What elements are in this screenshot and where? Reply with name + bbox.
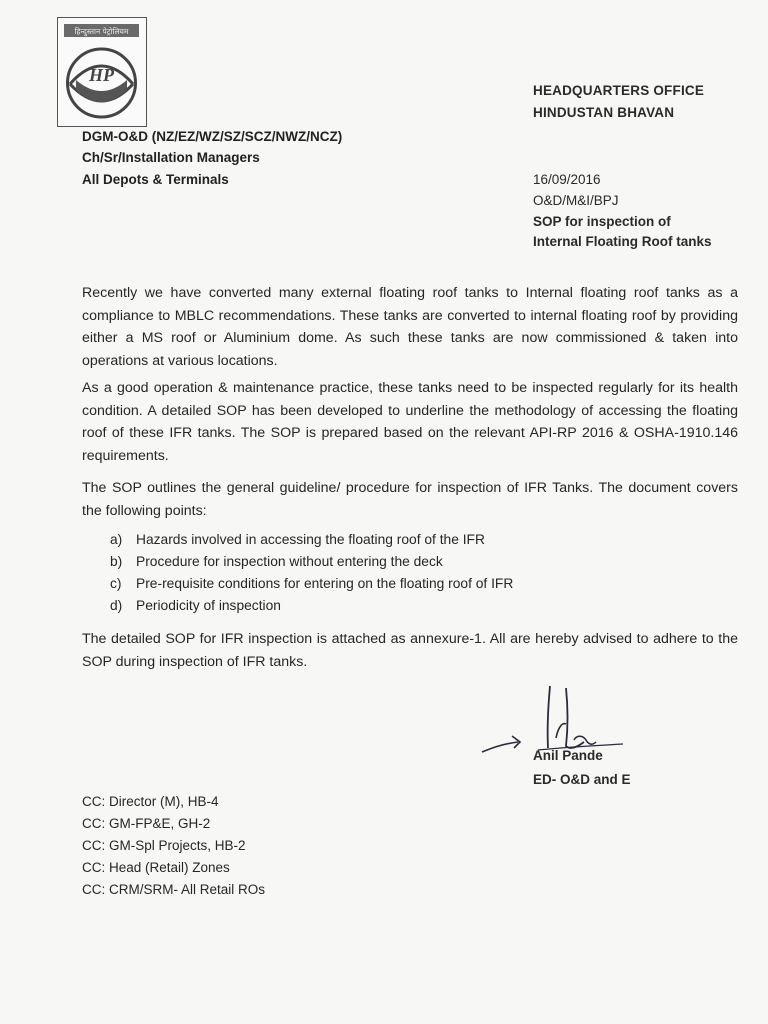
list-item bbox=[110, 532, 485, 547]
hp-logo bbox=[57, 17, 147, 127]
body-paragraph-4: The detailed SOP for IFR inspection is attached as annexure-1. All are hereby advised to adhere to the SOP during inspection of IFR tanks. bbox=[82, 631, 738, 670]
addressee-line-3: All Depots & Terminals bbox=[82, 172, 229, 187]
hp-emblem-icon bbox=[58, 18, 145, 125]
letter-date: 16/09/2016 bbox=[533, 172, 601, 187]
list-item bbox=[110, 598, 281, 613]
cc-line: CC: Head (Retail) Zones bbox=[82, 860, 230, 875]
subject-line-2: Internal Floating Roof tanks bbox=[533, 234, 712, 249]
cc-line: CC: Director (M), HB-4 bbox=[82, 794, 219, 809]
list-item-key: a) bbox=[110, 532, 123, 547]
list-item-text: Procedure for inspection without entering the deck bbox=[136, 554, 443, 569]
body-paragraph-3: The SOP outlines the general guideline/ procedure for inspection of IFR Tanks. The document covers the following points: bbox=[82, 480, 738, 519]
list-item-text: Periodicity of inspection bbox=[136, 598, 281, 613]
reference-number: O&D/M&I/BPJ bbox=[533, 193, 619, 208]
signatory-title: ED- O&D and E bbox=[533, 772, 631, 787]
list-item-text: Pre-requisite conditions for entering on the floating roof of IFR bbox=[136, 576, 514, 591]
list-item bbox=[110, 576, 513, 591]
list-item-key: c) bbox=[110, 576, 122, 591]
cc-line: CC: GM-FP&E, GH-2 bbox=[82, 816, 211, 831]
list-item-text: Hazards involved in accessing the floating roof of the IFR bbox=[136, 532, 485, 547]
list-item-key: d) bbox=[110, 598, 123, 613]
cc-line: CC: CRM/SRM- All Retail ROs bbox=[82, 882, 266, 897]
addressee-line-2: Ch/Sr/Installation Managers bbox=[82, 150, 260, 165]
addressee-line-1: DGM-O&D (NZ/EZ/WZ/SZ/SCZ/NWZ/NCZ) bbox=[82, 129, 343, 144]
logo-hp-text: HP bbox=[89, 65, 114, 85]
header-office: HEADQUARTERS OFFICE bbox=[533, 83, 705, 98]
subject-line-1: SOP for inspection of bbox=[533, 214, 671, 229]
header-building: HINDUSTAN BHAVAN bbox=[533, 105, 675, 120]
list-item-key: b) bbox=[110, 554, 123, 569]
body-paragraph-2: As a good operation & maintenance practice, these tanks need to be inspected regularly for its health condition. A detailed SOP has been developed to underline the methodology of accessing the floating roof of these IFR tanks. The SOP is prepared based on the relevant API-RP 2016 & OSHA-1910.146 requirements. bbox=[82, 380, 738, 464]
body-paragraph-1: Recently we have converted many external floating roof tanks to Internal floating roof tanks as a compliance to MBLC recommendations. These tanks are converted to internal floating roof by providing either a MS roof or Aluminium dome. As such these tanks are now commissioned & taken into operations at various locations. bbox=[82, 285, 738, 369]
logo-banner-text: हिन्दुस्तान पेट्रोलियम bbox=[74, 27, 129, 36]
signatory-name: Anil Pande bbox=[533, 748, 603, 763]
cc-line: CC: GM-Spl Projects, HB-2 bbox=[82, 838, 246, 853]
list-item bbox=[110, 554, 443, 569]
